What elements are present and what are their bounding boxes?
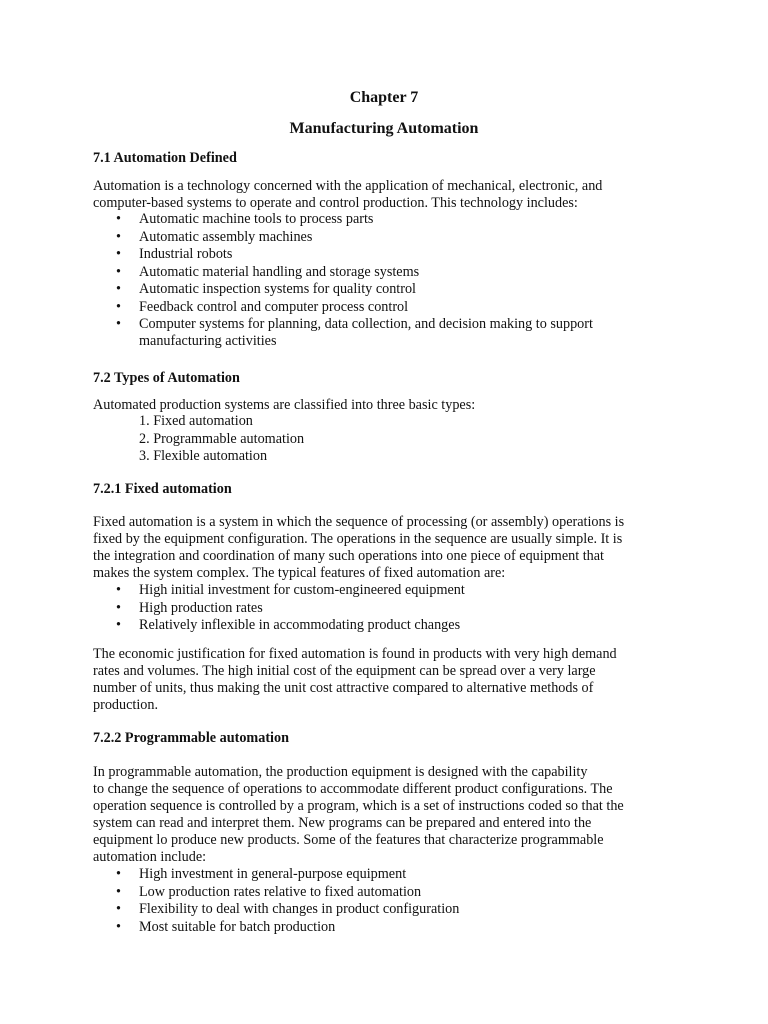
list-item: 3. Flexible automation [139, 448, 268, 464]
list-item: • Industrial robots [93, 246, 593, 264]
text-line: number of units, thus making the unit cost attractive compared to alternative methods of [93, 680, 594, 696]
text-line: manufacturing activities [139, 333, 277, 349]
section-heading-7-2: 7.2 Types of Automation [93, 370, 240, 386]
text-line: • Computer systems for planning, data collection, and decision making to support [139, 316, 593, 332]
list-item: • Flexibility to deal with changes in product configuration [93, 901, 459, 919]
text-line: computer-based systems to operate and control production. This technology includes: [93, 195, 578, 211]
text-line: the integration and coordination of many such operations into one piece of equipment that [93, 548, 604, 564]
section-7-2-1-para1 [93, 514, 624, 582]
list-item [93, 316, 593, 351]
list-item: • High investment in general-purpose equipment [93, 866, 459, 884]
list-item: • High initial investment for custom-engineered equipment [93, 582, 465, 600]
text-line: The economic justification for fixed automation is found in products with very high demand [93, 646, 617, 662]
list-item: • Feedback control and computer process control [93, 299, 593, 317]
section-7-2-1-list [93, 582, 465, 635]
section-heading-7-2-1: 7.2.1 Fixed automation [93, 481, 232, 497]
text-line: production. [93, 697, 159, 713]
section-7-2-2-list [93, 866, 459, 936]
list-item: 1. Fixed automation [139, 413, 253, 429]
section-heading-7-2-2: 7.2.2 Programmable automation [93, 730, 289, 746]
list-item: • Relatively inflexible in accommodating product changes [93, 617, 465, 635]
text-line: In programmable automation, the production equipment is designed with the capability [93, 764, 588, 780]
list-item: • Automatic assembly machines [93, 229, 593, 247]
list-item: • Automatic material handling and storage systems [93, 264, 593, 282]
text-line: Automation is a technology concerned with the application of mechanical, electronic, and [93, 178, 603, 194]
section-heading-7-1: 7.1 Automation Defined [93, 150, 237, 166]
section-7-2-2-para [93, 764, 624, 866]
text-line: equipment lo produce new products. Some of the features that characterize programmable [93, 832, 604, 848]
list-item: • Automatic machine tools to process parts [93, 211, 593, 229]
list-item: • Low production rates relative to fixed automation [93, 884, 459, 902]
automation-types-list [139, 413, 304, 466]
section-7-1-intro [93, 178, 602, 212]
text-line: operation sequence is controlled by a program, which is a set of instructions coded so that the [93, 798, 624, 814]
section-7-2-intro: Automated production systems are classified into three basic types: [93, 397, 476, 413]
list-item: • Most suitable for batch production [93, 919, 459, 937]
text-line: system can read and interpret them. New programs can be prepared and entered into the [93, 815, 592, 831]
section-7-1-list [93, 211, 593, 351]
chapter-label: Chapter 7 [349, 89, 419, 106]
text-line: automation include: [93, 849, 207, 865]
list-item: • High production rates [93, 600, 465, 618]
chapter-title: Manufacturing Automation [289, 120, 479, 137]
text-line: makes the system complex. The typical features of fixed automation are: [93, 565, 506, 581]
text-line: Fixed automation is a system in which the sequence of processing (or assembly) operations is [93, 514, 625, 530]
text-line: fixed by the equipment configuration. The operations in the sequence are usually simple. It is [93, 531, 623, 547]
text-line: to change the sequence of operations to accommodate different product configurations. The [93, 781, 613, 797]
list-item: • Automatic inspection systems for quality control [93, 281, 593, 299]
section-7-2-1-para2 [93, 646, 617, 714]
list-item: 2. Programmable automation [139, 430, 305, 447]
text-line: rates and volumes. The high initial cost of the equipment can be spread over a very large [93, 663, 596, 679]
